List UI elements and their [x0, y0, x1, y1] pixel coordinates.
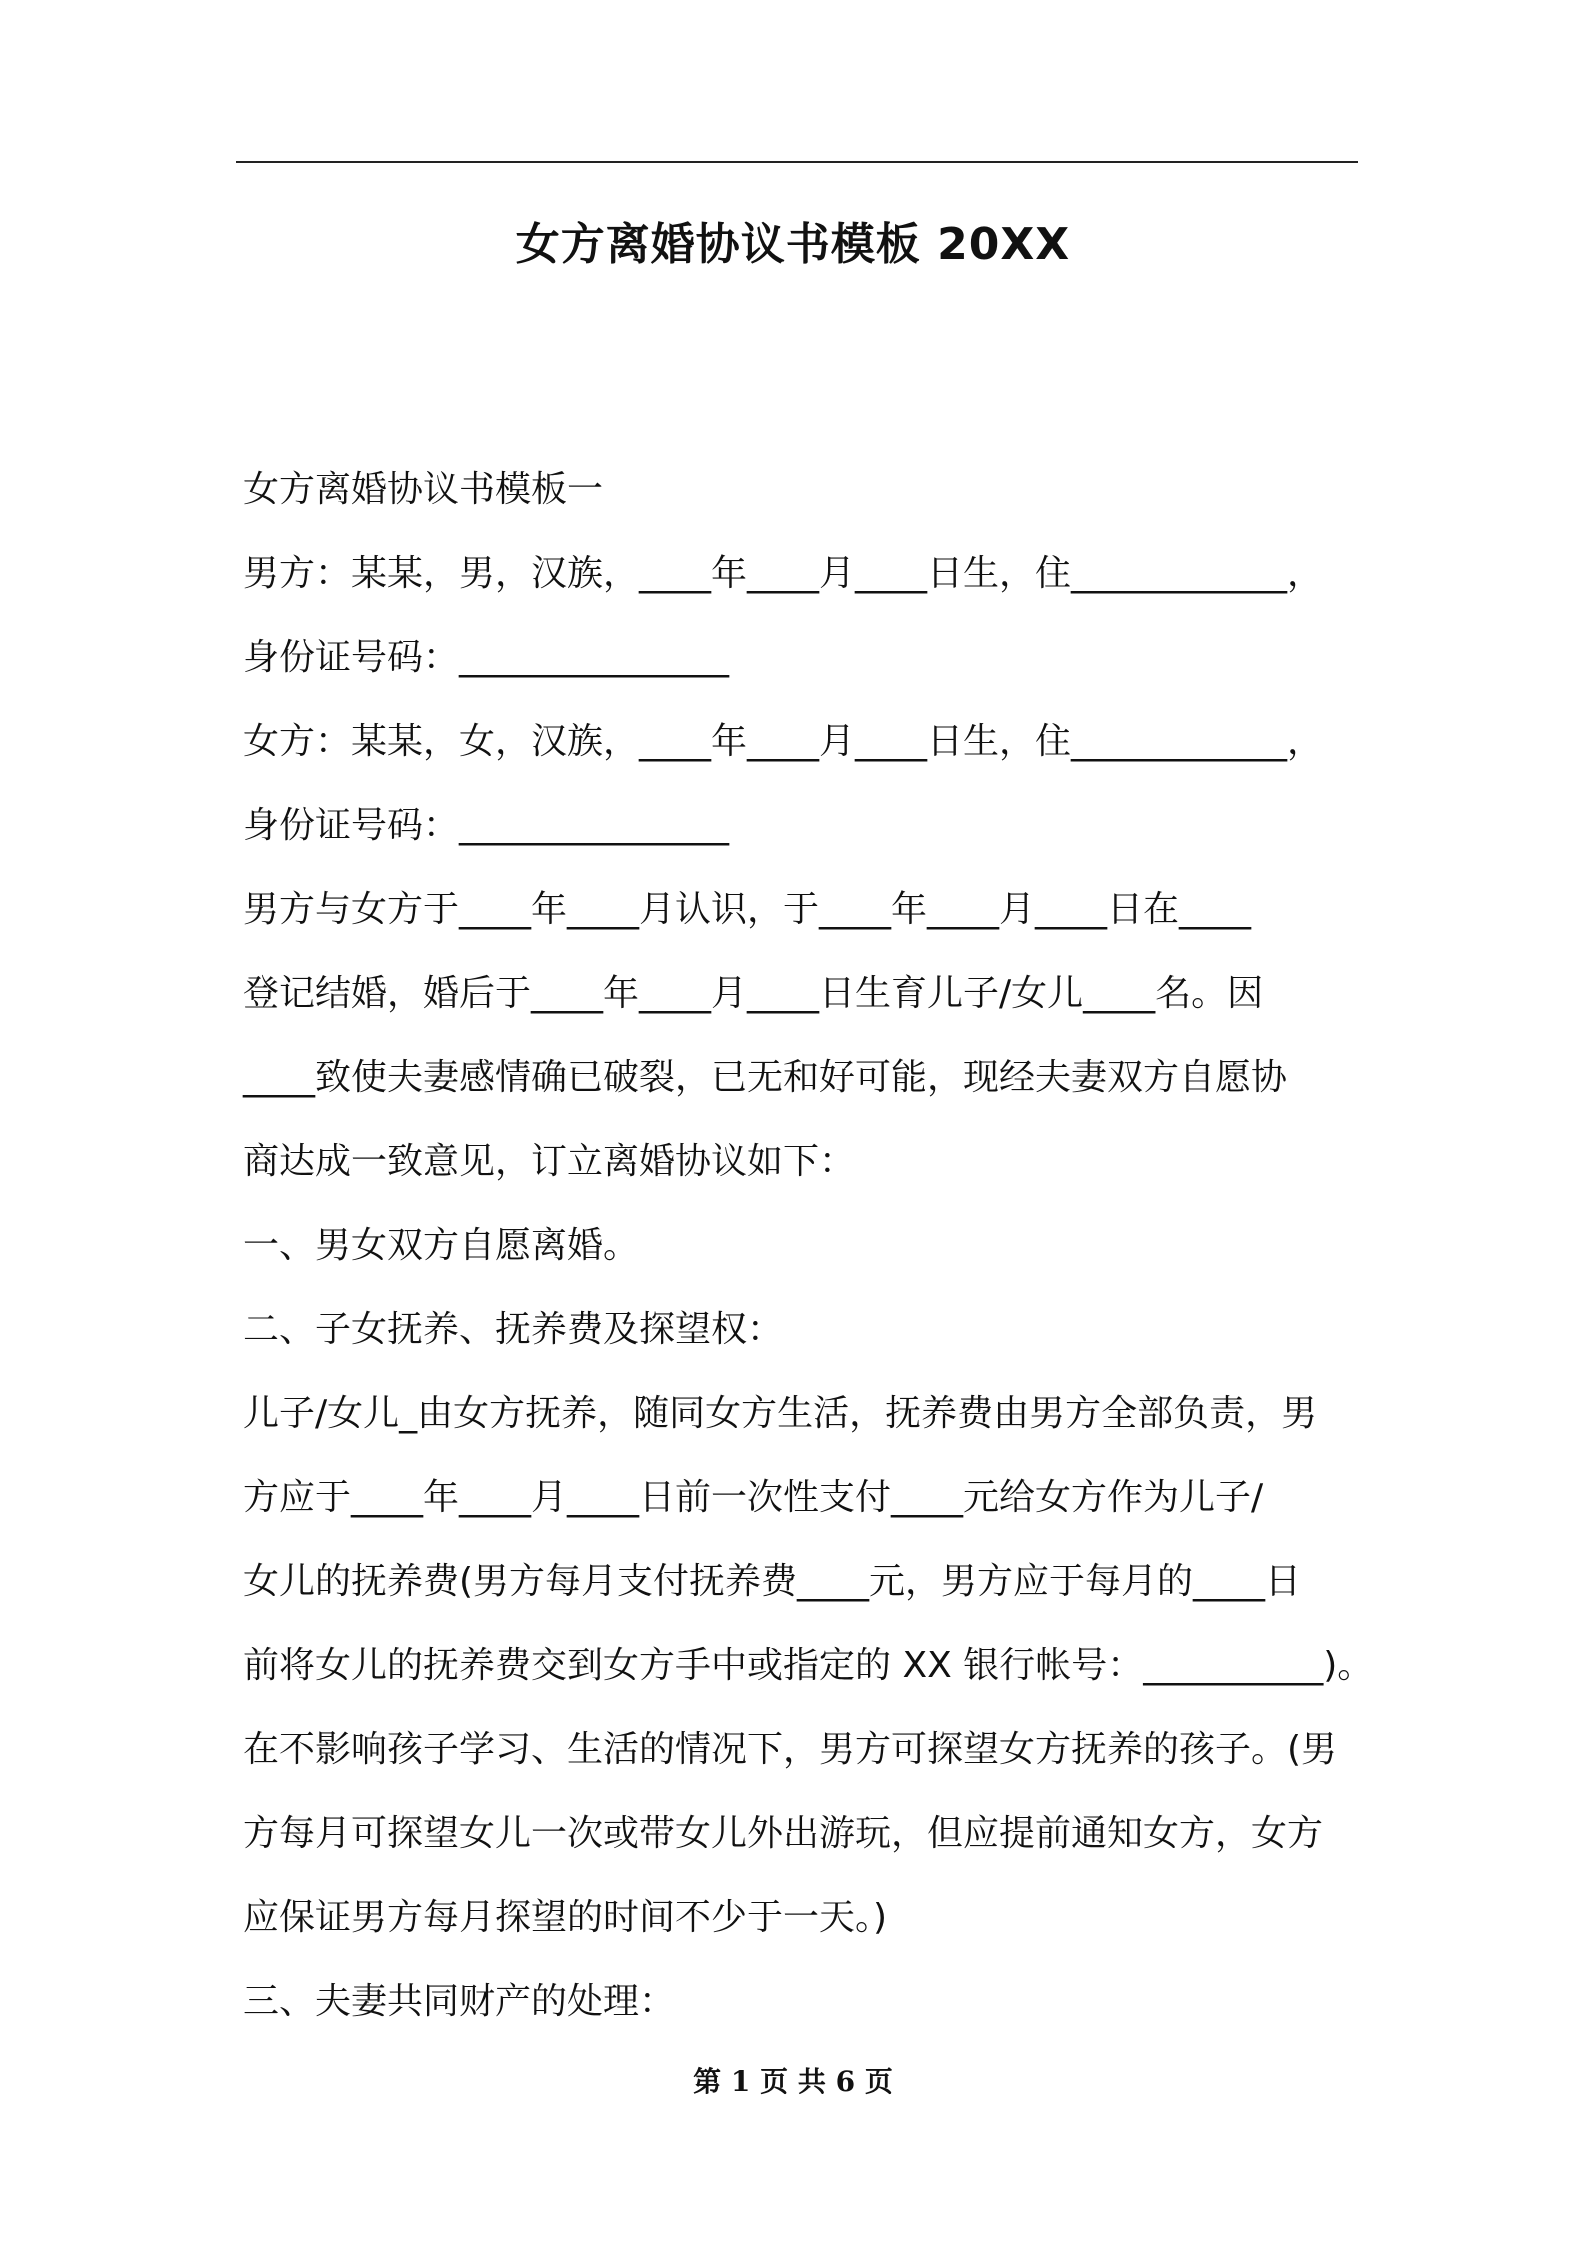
document-title: 女方离婚协议书模板 20XX [515, 219, 1071, 270]
paragraph-line: 商达成一致意见，订立离婚协议如下： [243, 1141, 856, 1182]
subtitle-line: 女方离婚协议书模板一 [243, 469, 604, 510]
female-id-line: 身份证号码：_______________ [243, 805, 730, 846]
paragraph-line: ____致使夫妻感情确已破裂，已无和好可能，现经夫妻双方自愿协 [243, 1057, 1288, 1098]
clause-heading-3: 三、夫妻共同财产的处理： [243, 1981, 676, 2022]
clause-heading-2: 二、子女抚养、抚养费及探望权： [243, 1309, 784, 1350]
paragraph-line: 在不影响孩子学习、生活的情况下，男方可探望女方抚养的孩子。(男 [243, 1729, 1338, 1770]
male-id-line: 身份证号码：_______________ [243, 637, 730, 678]
header-rule [236, 161, 1358, 163]
paragraph-line: 女儿的抚养费(男方每月支付抚养费____元，男方应于每月的____日 [243, 1561, 1302, 1602]
paragraph-line: 方每月可探望女儿一次或带女儿外出游玩，但应提前通知女方，女方 [243, 1813, 1324, 1854]
clause-heading-1: 一、男女双方自愿离婚。 [243, 1225, 640, 1266]
paragraph-line: 登记结婚，婚后于____年____月____日生育儿子/女儿____名。因 [243, 973, 1264, 1014]
page-number-footer: 第 1 页 共 6 页 [693, 2065, 893, 2098]
paragraph-line: 前将女儿的抚养费交到女方手中或指定的 XX 银行帐号：__________)。 [243, 1645, 1374, 1686]
paragraph-line: 儿子/女儿_由女方抚养，随同女方生活，抚养费由男方全部负责，男 [243, 1393, 1318, 1434]
male-party-line: 男方：某某，男，汉族，____年____月____日生，住____________， [243, 553, 1324, 594]
paragraph-line: 男方与女方于____年____月认识，于____年____月____日在____ [243, 889, 1252, 930]
paragraph-line: 应保证男方每月探望的时间不少于一天。) [243, 1897, 888, 1938]
female-party-line: 女方：某某，女，汉族，____年____月____日生，住____________， [243, 721, 1324, 762]
paragraph-line: 方应于____年____月____日前一次性支付____元给女方作为儿子/ [243, 1477, 1264, 1518]
document-body [243, 448, 1374, 2044]
